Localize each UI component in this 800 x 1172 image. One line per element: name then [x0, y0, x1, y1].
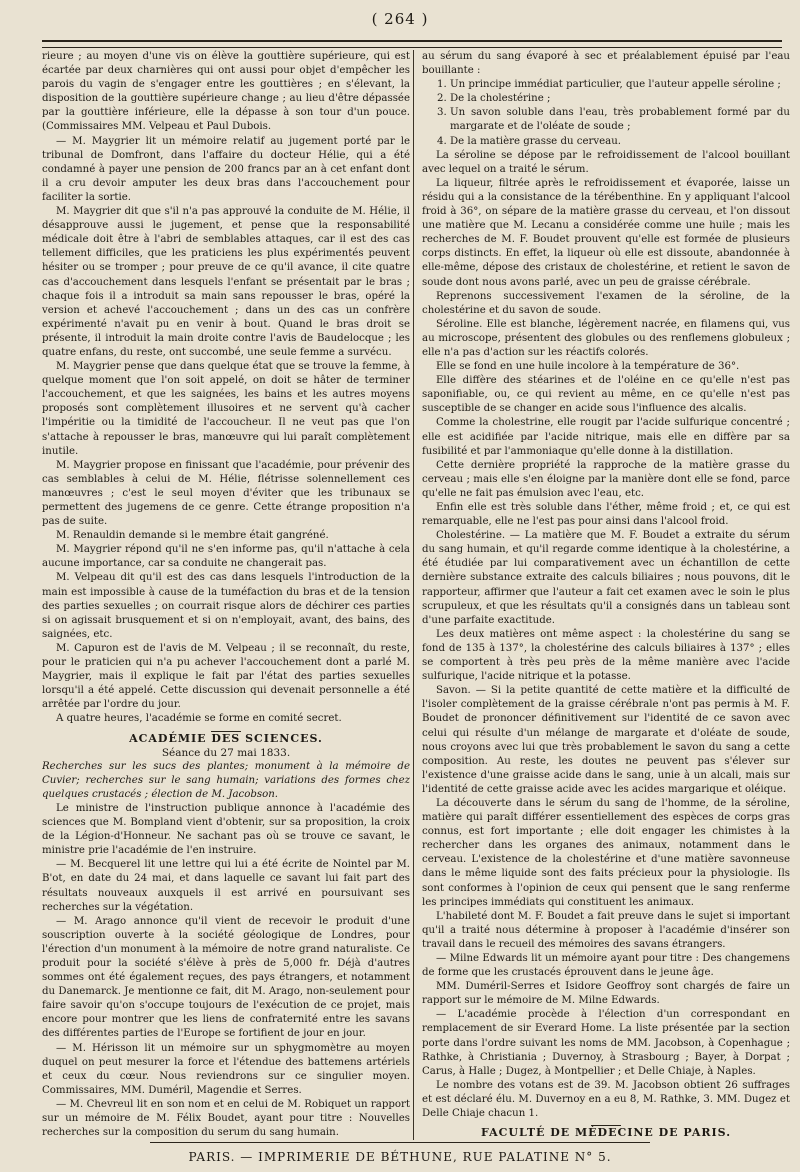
- paragraph: La découverte dans le sérum du sang de l'homme, de la séroline, matière qui paraît différer essentiellement des espèces de corps gras connus, est fort importante ; elle doit engager les chimistes à la rechercher dans les organes des animaux, notamment dans le cerveau. L'existence de la cholestérine et d'une matière savonneuse dans le même liquide sont des faits précieux pour la physiologie. Ils sont conformes à l'opinion de ceux qui pensent que le sang renferme les principes immédiats qui constituent les animaux.: [422, 797, 790, 908]
- paragraph: L'habileté dont M. F. Boudet a fait preuve dans le sujet si important qu'il a traité nous détermine à proposer à l'académie d'insérer son travail dans le recueil des mémoires des savans étrangers.: [422, 910, 790, 950]
- paragraph: — Milne Edwards lit un mémoire ayant pour titre : Des changemens de forme que les crustacés éprouvent dans le jeune âge.: [422, 953, 790, 979]
- paragraph: M. Velpeau dit qu'il est des cas dans lesquels l'introduction de la main est impossible à cause de la tuméfaction du bras et de la tension des parties sexuelles ; on courrait risque alors de déchirer ces parties si on agissait brusquement et si on n'employait, avant, des bains, des saignées, etc.: [42, 572, 410, 640]
- paragraph: Le ministre de l'instruction publique annonce à l'académie des sciences que M. Bompland vient d'obtenir, sur sa proposition, la croix de la Légion-d'Honneur. Ne sachant pas où se trouve ce savant, le ministre prie l'académie de l'en instruire.: [42, 802, 410, 857]
- paragraph: — L'académie procède à l'élection d'un correspondant en remplacement de sir Everard Home. La liste présentée par la section porte dans l'ordre suivant les noms de MM. Jacobson, à Copenhague ; Rathke, à Christiania ; Duvernoy, à Strasbourg ; Bayer, à Dorpat ; Carus, à Halle ; Dugez, à Montpellier ; et Delle Chiaje, à Naples.: [422, 1009, 790, 1077]
- left-column: [42, 50, 410, 1140]
- footer-rule: [150, 1142, 650, 1143]
- component-list: [422, 78, 790, 148]
- paragraph: A quatre heures, l'académie se forme en comité secret.: [56, 713, 342, 725]
- paragraph: Le nombre des votans est de 39. M. Jacobson obtient 26 suffrages et est déclaré élu. M. Duvernoy en a eu 8, M. Rathke, 3. MM. Dugez et Delle Chiaje chacun 1.: [422, 1079, 790, 1120]
- session-date: Séance du 27 mai 1833.: [161, 746, 291, 759]
- list-item: 3. Un savon soluble dans l'eau, très probablement formé par du margarate et de l'oléate de soude ;: [450, 106, 790, 134]
- paragraph: Comme la cholestrine, elle rougit par l'acide sulfurique concentré ; elle est acidifiée par l'acide nitrique, mais elle en diffère par sa fusibilité et par l'ammoniaque qu'elle donne à la distillation.: [422, 417, 790, 457]
- page-number: ( 264 ): [371, 10, 429, 28]
- paragraph: au sérum du sang évaporé à sec et préalablement épuisé par l'eau bouillante :: [422, 51, 790, 77]
- paragraph: La liqueur, filtrée après le refroidissement et évaporée, laisse un résidu qui a la consistance de la térébenthine. En y appliquant l'alcool froid à 36°, on sépare de la matière grasse du cerveau, et l'on dissout une matière que M. Lecanu a considérée comme une huile ; mais les recherches de M. F. Boudet prouvent qu'elle est formée de plusieurs corps distincts. En effet, la liqueur où elle est dissoute, abandonnée à elle-même, dépose des cristaux de cholestérine, et retient le savon de soude dont nous avons parlé, avec un peu de graisse cérébrale.: [422, 177, 790, 288]
- paragraph: — M. Chevreul lit en son nom et en celui de M. Robiquet un rapport sur un mémoire de M. Félix Boudet, ayant pour titre : Nouvelles recherches sur la composition du serum du sang humain.: [42, 1098, 410, 1139]
- paragraph: M. Maygrier propose en finissant que l'académie, pour prévenir des cas semblables à celui de M. Hélie, flétrisse solennellement ces manœuvres ; c'est le seul moyen d'éviter que les tribunaux se permettent des jugemens de ce genre. Cette étrange proposition n'a pas de suite.: [42, 459, 410, 528]
- column-divider: [413, 50, 414, 1140]
- paragraph: Enfin elle est très soluble dans l'éther, même froid ; et, ce qui est remarquable, elle ne l'est pas pour ainsi dans l'alcool froid.: [422, 502, 790, 528]
- paragraph: Reprenons successivement l'examen de la séroline, de la cholestérine et du savon de soude.: [422, 290, 790, 316]
- header-rule: [42, 40, 782, 48]
- right-column: [422, 50, 790, 1140]
- list-item: 2. De la cholestérine ;: [450, 92, 790, 106]
- paragraph: — M. Maygrier lit un mémoire relatif au jugement porté par le tribunal de Domfront, dans l'affaire du docteur Hélie, qui a été condamné à payer une pension de 200 francs par an à cet enfant dont il a cru devoir amputer les deux bras dans l'accouchement pour faciliter la sortie.: [42, 135, 410, 203]
- paragraph: Elle diffère des stéarines et de l'oléine en ce qu'elle n'est pas saponifiable, ou, ce qui revient au même, en ce qu'elle n'est pas susceptible de se changer en acide sous l'influence des alcalis.: [422, 375, 790, 415]
- paragraph: — M. Hérisson lit un mémoire sur un sphygmomètre au moyen duquel on peut mesurer la force et l'étendue des battemens artériels et ceux du cœur. Nous reviendrons sur ce singulier moyen. Commissaires, MM. Duméril, Magendie et Serres.: [42, 1042, 410, 1096]
- session-summary: Recherches sur les sucs des plantes; monument à la mémoire de Cuvier; recherches sur le sang humain; variations des formes chez quelques crustacés ; élection de M. Jacobson.: [42, 760, 410, 800]
- paragraph: M. Capuron est de l'avis de M. Velpeau ; il se reconnaît, du reste, pour le praticien qui n'a pu achever l'accouchement dont a parlé M. Maygrier, mais il explique le fait par l'état des parties sexuelles lorsqu'il a été appelé. Cette discussion qui devenait personnelle a été arrêtée par l'ordre du jour.: [42, 642, 410, 711]
- paragraph: La séroline se dépose par le refroidissement de l'alcool bouillant avec lequel on a traité le sérum.: [422, 149, 790, 175]
- list-item: 1. Un principe immédiat particulier, que l'auteur appelle séroline ;: [450, 78, 790, 92]
- list-item: 4. De la matière grasse du cerveau.: [450, 135, 790, 149]
- paragraph: Savon. — Si la petite quantité de cette matière et la difficulté de l'isoler complètement de la graisse cérébrale n'ont pas permis à M. F. Boudet de prononcer définitivement sur l'identité de ce savon avec celui qui résulte d'un mélange de margarate et d'oléate de soude, nous croyons avec lui que très probablement le savon du sang a cette composition. Au reste, les doutes ne peuvent pas s'élever sur l'existence d'une graisse acide dans le sang, unie à un alcali, mais sur l'identité de cette graisse acide avec les acides margarique et oléique.: [422, 685, 790, 795]
- paragraph: Elle se fond en une huile incolore à la température de 36°.: [436, 361, 740, 373]
- paragraph: M. Maygrier pense que dans quelque état que se trouve la femme, à quelque moment que l'on soit appelé, on doit se hâter de terminer l'accouchement, et que les saignées, les bains et les autres moyens proposés sont complètement illusoires et ne servent qu'à cacher l'impéritie ou la timidité de l'accoucheur. Il ne veut pas que l'on s'attache à repousser le bras, manœuvre qui lui paraît complètement inutile.: [42, 361, 410, 457]
- printer-footer: PARIS. — IMPRIMERIE DE BÉTHUNE, RUE PALATINE N° 5.: [188, 1150, 612, 1164]
- paragraph: Les deux matières ont même aspect : la cholestérine du sang se fond de 135 à 137°, la cholestérine des calculs biliaires à 137° ; elles se comportent à très peu près de la même manière avec l'acide sulfurique, l'acide nitrique et la potasse.: [422, 628, 790, 683]
- paragraph: Cette dernière propriété la rapproche de la matière grasse du cerveau ; mais elle s'en éloigne par la manière dont elle se fond, parce qu'elle ne fait pas émulsion avec l'eau, etc.: [422, 459, 790, 499]
- paragraph: — M. Arago annonce qu'il vient de recevoir le produit d'une souscription ouverte à la société géologique de Londres, pour l'érection d'un monument à la mémoire de notre grand naturaliste. Ce produit pour la société s'élève à près de 5,000 fr. Déjà d'autres sommes ont été également reçues, des pays étrangers, et notamment du Danemarck. Je mentionne ce fait, dit M. Arago, non-seulement pour faire savoir qu'on s'occupe toujours de l'exécution de ce projet, mais encore pour montrer que les liens de confraternité entre les savans des différentes parties de l'Europe se fortifient de jour en jour.: [42, 915, 410, 1040]
- paragraph: M. Maygrier dit que s'il n'a pas approuvé la conduite de M. Hélie, il désapprouve aussi le jugement, et pense que la responsabilité médicale doit être à l'abri de semblables attaques, car il est des cas tellement difficiles, que les praticiens les plus expérimentés peuvent hésiter ou se tromper ; pour preuve de ce qu'il avance, il cite quatre cas d'accouchement dans lesquels l'enfant se présentait par le bras ; chaque fois il a introduit sa main sans repousser le bras, opéré la version et achevé l'accouchement ; dans un des cas un confrère expérimenté n'avait pu en venir à bout. Quand le bras droit se présente, il introduit la main droite contre l'avis de Baudelocque ; les quatre enfans, du reste, ont succombé, une seule femme a survécu.: [42, 206, 410, 358]
- paragraph: Cholestérine. — La matière que M. F. Boudet a extraite du sérum du sang humain, et qu'il regarde comme identique à la cholestérine, a été étudiée par lui comparativement avec un échantillon de cette dernière substance extraite des calculs biliaires ; nous pouvons, dit le rapporteur, affirmer que l'auteur a fait cet examen avec le soin le plus scrupuleux, et que les résultats qu'il a consignés dans un tableau sont d'une parfaite exactitude.: [422, 530, 790, 626]
- paragraph: M. Renauldin demande si le membre était gangréné.: [56, 530, 329, 542]
- faculty-heading: FACULTÉ DE MÉDECINE DE PARIS.: [480, 1126, 732, 1140]
- paragraph: — M. Becquerel lit une lettre qui lui a été écrite de Nointel par M. B'ot, en date du 24 mai, et dans laquelle ce savant lui fait part des résultats nouveaux auxquels il est arrivé en poursuivant ses recherches sur la végétation.: [42, 859, 410, 913]
- paragraph: M. Maygrier répond qu'il ne s'en informe pas, qu'il n'attache à cela aucune importance, car sa conduite ne changerait pas.: [42, 544, 410, 570]
- paragraph: Séroline. Elle est blanche, légèrement nacrée, en filamens qui, vus au microscope, présentent des globules ou des renflemens globuleux ; elle n'a pas d'action sur les réactifs colorés.: [422, 318, 790, 358]
- paragraph: MM. Duméril-Serres et Isidore Geoffroy sont chargés de faire un rapport sur le mémoire de M. Milne Edwards.: [422, 981, 790, 1007]
- academy-heading: ACADÉMIE DES SCIENCES.: [129, 731, 323, 745]
- paragraph: rieure ; au moyen d'une vis on élève la gouttière supérieure, qui est écartée par deux charnières qui ont aussi pour objet d'empêcher les parois du vagin de s'engager entre les gouttières ; en s'élevant, la disposition de la gouttière supérieure change ; au lieu d'être dépassée par la gouttière inférieure, elle la dépasse à son tour d'un pouce. (Commissaires MM. Velpeau et Paul Dubois.: [42, 51, 410, 133]
